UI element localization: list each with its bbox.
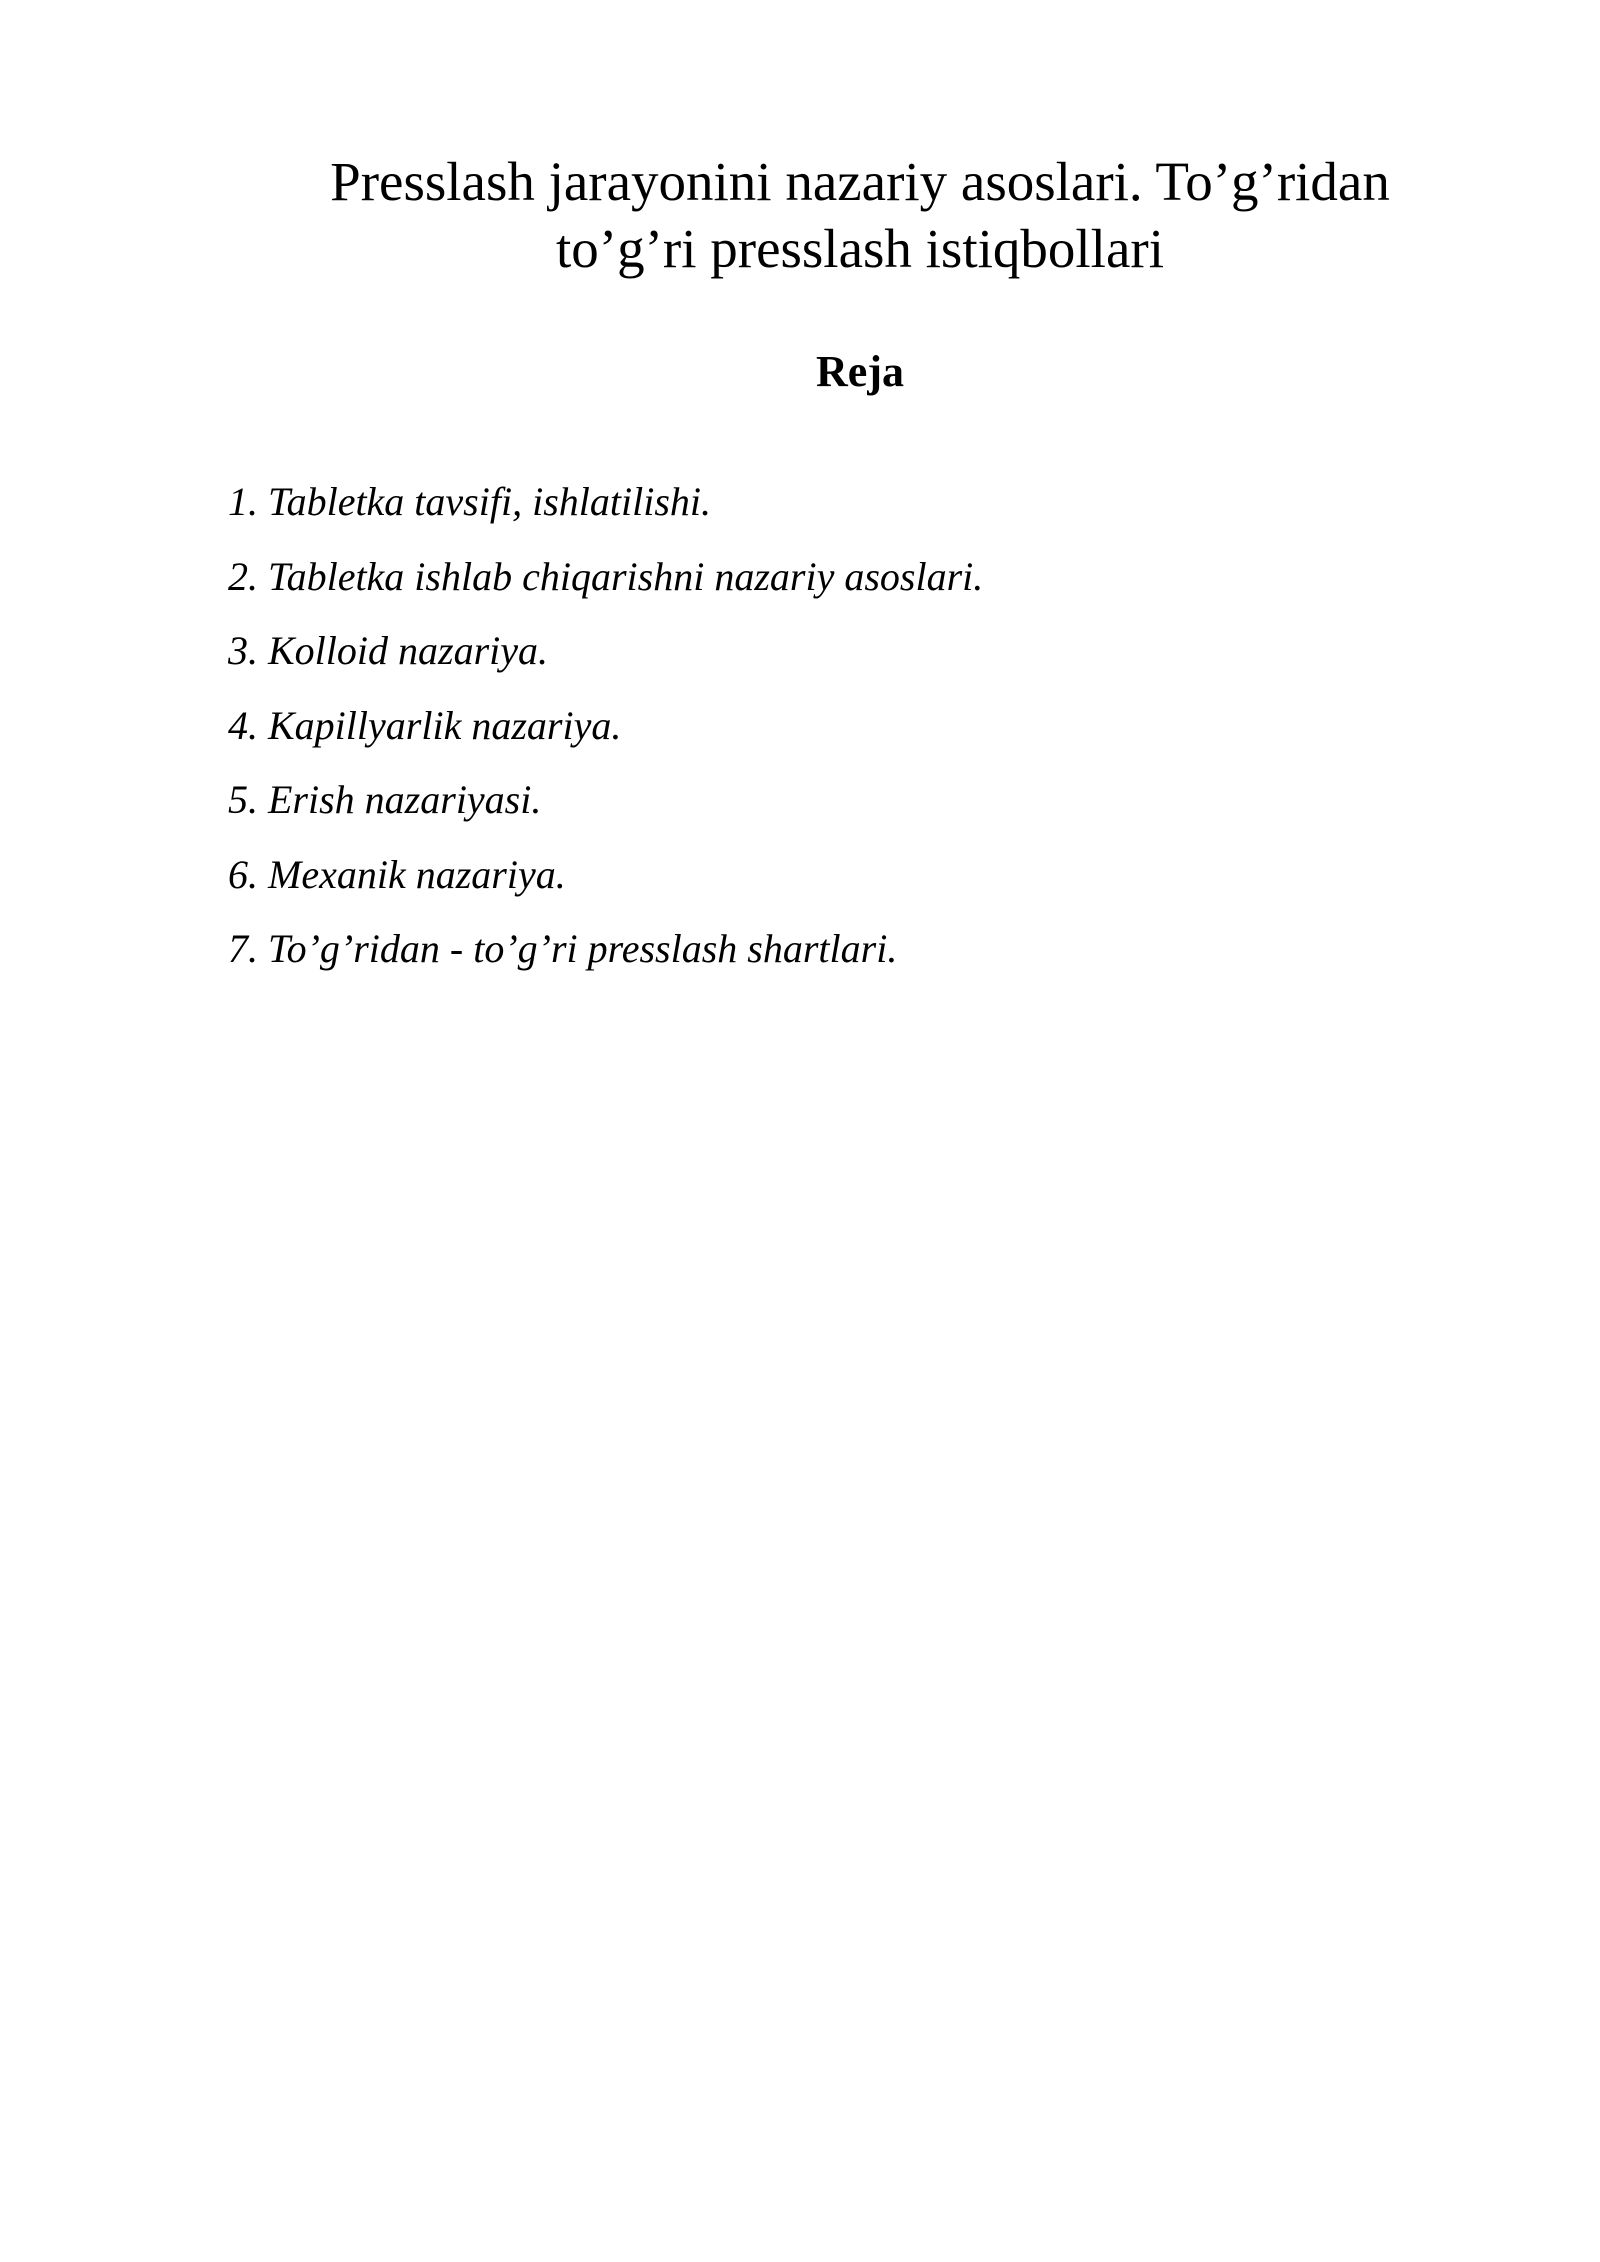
plan-item: 2. Tabletka ishlab chiqarishni nazariy asoslari. bbox=[228, 553, 984, 599]
plan-item: 5. Erish nazariyasi. bbox=[228, 777, 542, 822]
document-title bbox=[230, 148, 1490, 282]
plan-list bbox=[228, 465, 1428, 987]
plan-item: 6. Mexanik nazariya. bbox=[228, 851, 566, 897]
title-line-2: to’g’ri presslash istiqbollari bbox=[556, 218, 1164, 279]
plan-heading: Reja bbox=[816, 347, 904, 396]
title-line-1: Presslash jarayonini nazariy asoslari. To’g’ridan bbox=[330, 151, 1390, 212]
plan-item: 7. To’g’ridan - to’g’ri presslash shartlari. bbox=[228, 926, 898, 971]
plan-item: 1. Tabletka tavsifi, ishlatilishi. bbox=[228, 479, 712, 524]
plan-item: 4. Kapillyarlik nazariya. bbox=[228, 702, 622, 748]
plan-item: 3. Kolloid nazariya. bbox=[228, 628, 549, 673]
